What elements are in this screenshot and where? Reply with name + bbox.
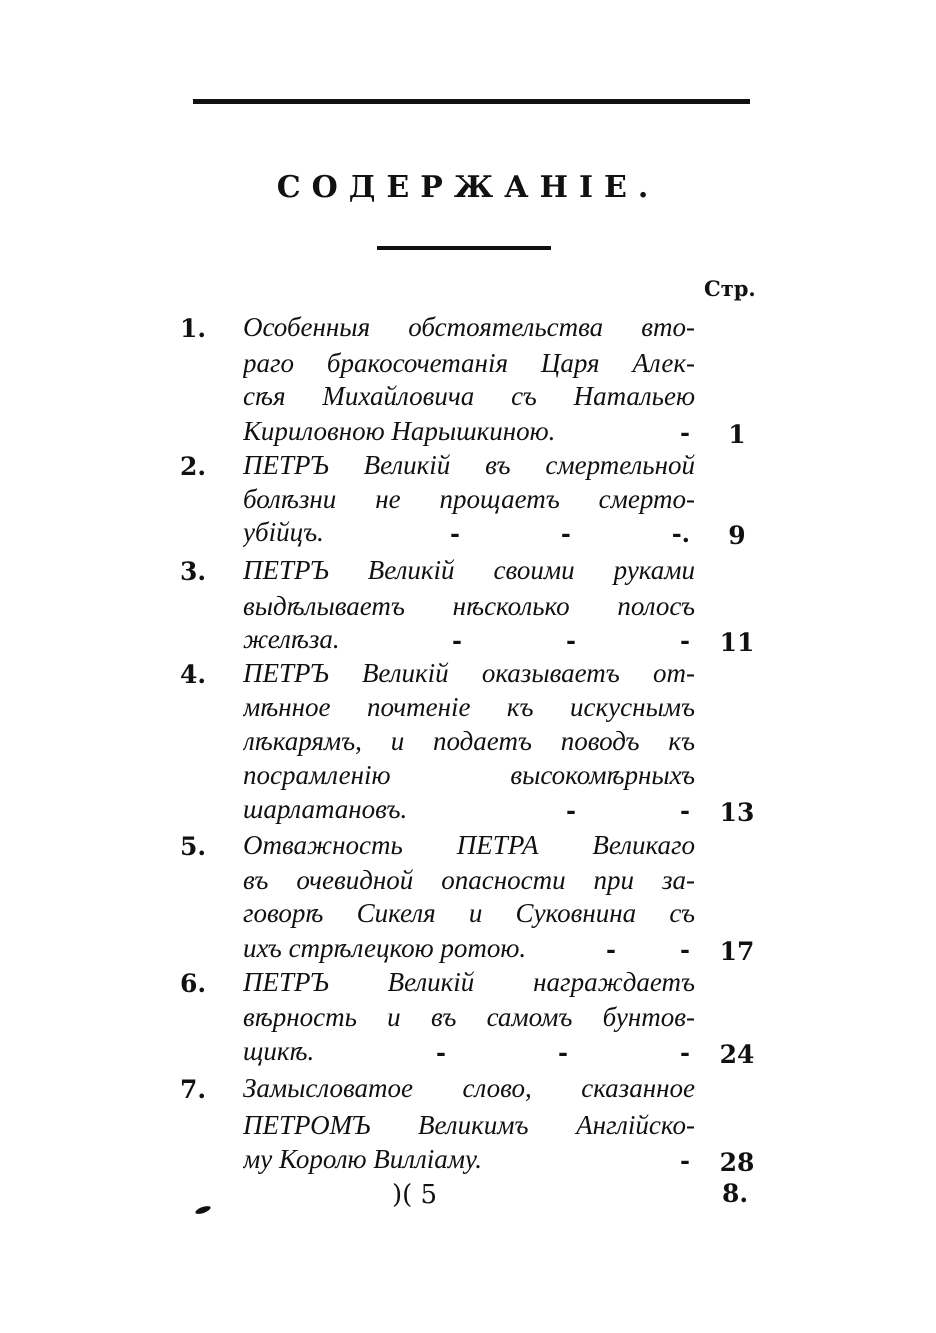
page-number: 17: [719, 937, 755, 966]
ink-smudge: [194, 1204, 211, 1215]
page-number: 13: [719, 798, 755, 827]
entry-line: говорѣ Сикеля и Суковнина съ: [243, 898, 695, 928]
page-column-label: Стр.: [704, 276, 756, 301]
leader-mark: -: [560, 519, 571, 548]
signature-mark: )( 5: [392, 1180, 438, 1210]
entry-line: му Королю Вилліаму.: [243, 1144, 483, 1174]
catchword: 8.: [722, 1179, 749, 1208]
entry-line: въ очевидной опасности при за-: [243, 865, 695, 895]
entry-line: ПЕТРЪ Великій награждаетъ: [243, 967, 695, 997]
leader-mark: -: [606, 935, 616, 964]
entry-line: ПЕТРОМЪ Великимъ Англійско-: [243, 1110, 695, 1140]
entry-number: 7.: [180, 1075, 207, 1104]
leader-mark: -: [566, 796, 576, 825]
leader-mark: -: [680, 1146, 690, 1175]
entry-number: 3.: [180, 557, 207, 586]
entry-line: выдѣлываетъ нѣсколько полосъ: [243, 591, 695, 621]
top-rule: [193, 99, 750, 104]
entry-line: посрамленію высокомѣрныхъ: [243, 760, 695, 790]
entry-number: 2.: [180, 452, 207, 481]
leader-mark: -: [566, 626, 576, 655]
leader-mark: -: [680, 418, 690, 447]
entry-line: сѣя Михайловича съ Натальею: [243, 381, 695, 411]
page-title: СОДЕРЖАНІЕ.: [276, 170, 660, 205]
page-number: 1: [728, 420, 746, 449]
dot-leaders: [666, 1146, 690, 1175]
page-number: 9: [728, 521, 746, 550]
entry-line: убійцъ.: [243, 517, 324, 547]
entry-line: раго бракосочетанія Царя Алек-: [243, 348, 695, 378]
entry-line: болѣзни не прощаетъ смерто-: [243, 484, 695, 514]
entry-line: ПЕТРЪ Великій своими руками: [243, 555, 695, 585]
leader-mark: -: [680, 935, 690, 964]
page-number: 28: [719, 1148, 755, 1177]
entry-number: 1.: [180, 314, 207, 343]
leader-mark: -: [680, 796, 690, 825]
leader-mark: -: [558, 1038, 568, 1067]
entry-line: Замысловатое слово, сказанное: [243, 1073, 695, 1103]
title-underline-rule: [377, 246, 551, 250]
entry-line: шарлатановъ.: [243, 794, 408, 824]
entry-line: лѣкарямъ, и подаетъ поводъ къ: [243, 726, 695, 756]
dot-leaders: [452, 626, 690, 655]
page-number: 11: [719, 628, 755, 657]
entry-number: 6.: [180, 969, 207, 998]
entry-line: Кириловною Нарышкиною.: [243, 416, 556, 446]
entry-line: ихъ стрѣлецкою ротою.: [243, 933, 527, 963]
leader-mark: -: [452, 626, 462, 655]
entry-number: 5.: [180, 832, 207, 861]
dot-leaders: [566, 796, 690, 825]
leader-mark: -.: [671, 519, 691, 548]
entry-line: мѣнное почтеніе къ искуснымъ: [243, 692, 695, 722]
entry-line: ПЕТРЪ Великій оказываетъ от-: [243, 658, 695, 688]
dot-leaders: [436, 1038, 690, 1067]
leader-mark: -: [680, 626, 690, 655]
entry-line: Отважность ПЕТРА Великаго: [243, 830, 695, 860]
entry-line: Особенныя обстоятельства вто-: [243, 312, 695, 342]
dot-leaders: [670, 418, 690, 447]
entry-number: 4.: [180, 660, 207, 689]
entry-line: ПЕТРЪ Великій въ смертельной: [243, 450, 695, 480]
leader-mark: -: [450, 519, 460, 548]
dot-leaders: [450, 519, 690, 548]
dot-leaders: [606, 935, 690, 964]
page-number: 24: [719, 1040, 755, 1069]
leader-mark: -: [680, 1038, 690, 1067]
entry-line: желѣза.: [243, 624, 340, 654]
entry-line: щикѣ.: [243, 1036, 315, 1066]
entry-line: вѣрность и въ самомъ бунтов-: [243, 1002, 695, 1032]
leader-mark: -: [436, 1038, 446, 1067]
